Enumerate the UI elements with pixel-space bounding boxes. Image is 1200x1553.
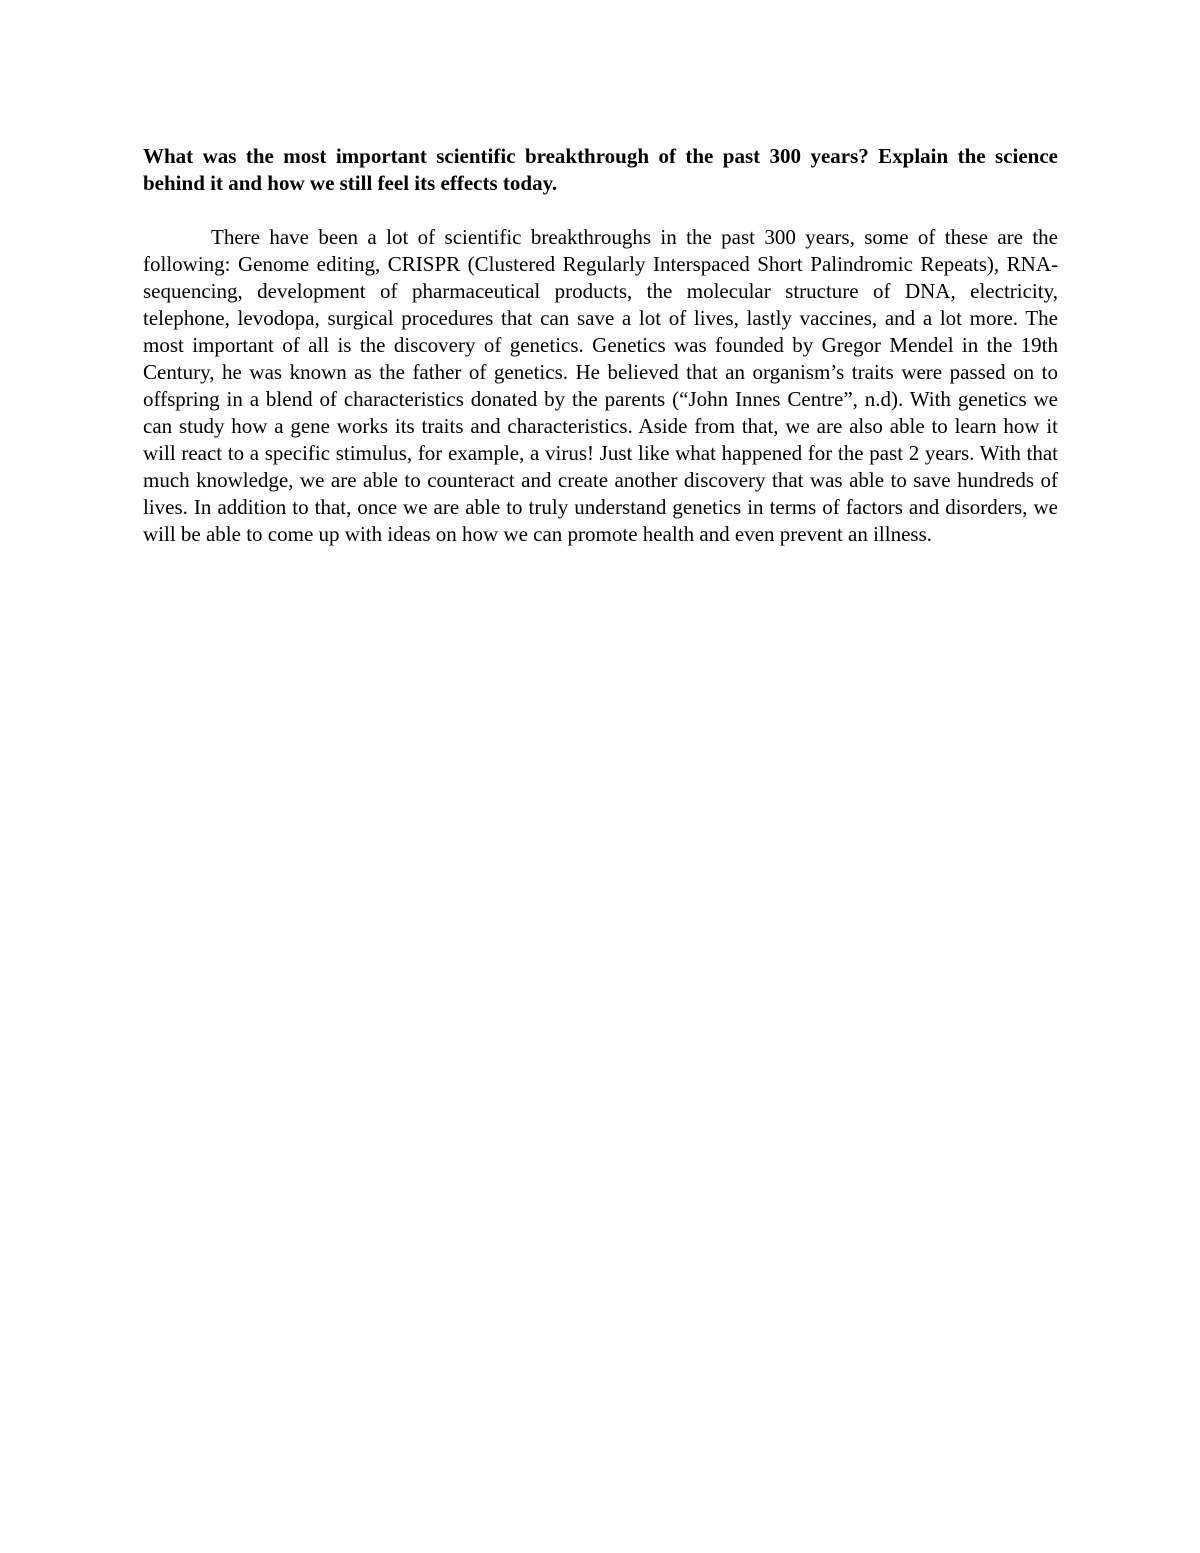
- essay-body-paragraph: There have been a lot of scientific breakthroughs in the past 300 years, some of these are the following: Genome editing, CRISPR (Clustered Regularly Interspaced Short Palindromic Repeats), RNA-sequencing, development of pharmaceutical products, the molecular structure of DNA, electricity, telephone, levodopa, surgical procedures that can save a lot of lives, lastly vaccines, and a lot more. The most important of all is the discovery of genetics. Genetics was founded by Gregor Mendel in the 19th Century, he was known as the father of genetics. He believed that an organism’s traits were passed on to offspring in a blend of characteristics donated by the parents (“John Innes Centre”, n.d). With genetics we can study how a gene works its traits and characteristics. Aside from that, we are also able to learn how it will react to a specific stimulus, for example, a virus! Just like what happened for the past 2 years. With that much knowledge, we are able to counteract and create another discovery that was able to save hundreds of lives. In addition to that, once we are able to truly understand genetics in terms of factors and disorders, we will be able to come up with ideas on how we can promote health and even prevent an illness.: [143, 225, 1058, 546]
- document-content: [143, 143, 1058, 548]
- essay-question-heading: What was the most important scientific breakthrough of the past 300 years? Explain the science behind it and how we still feel its effects today.: [143, 144, 1058, 195]
